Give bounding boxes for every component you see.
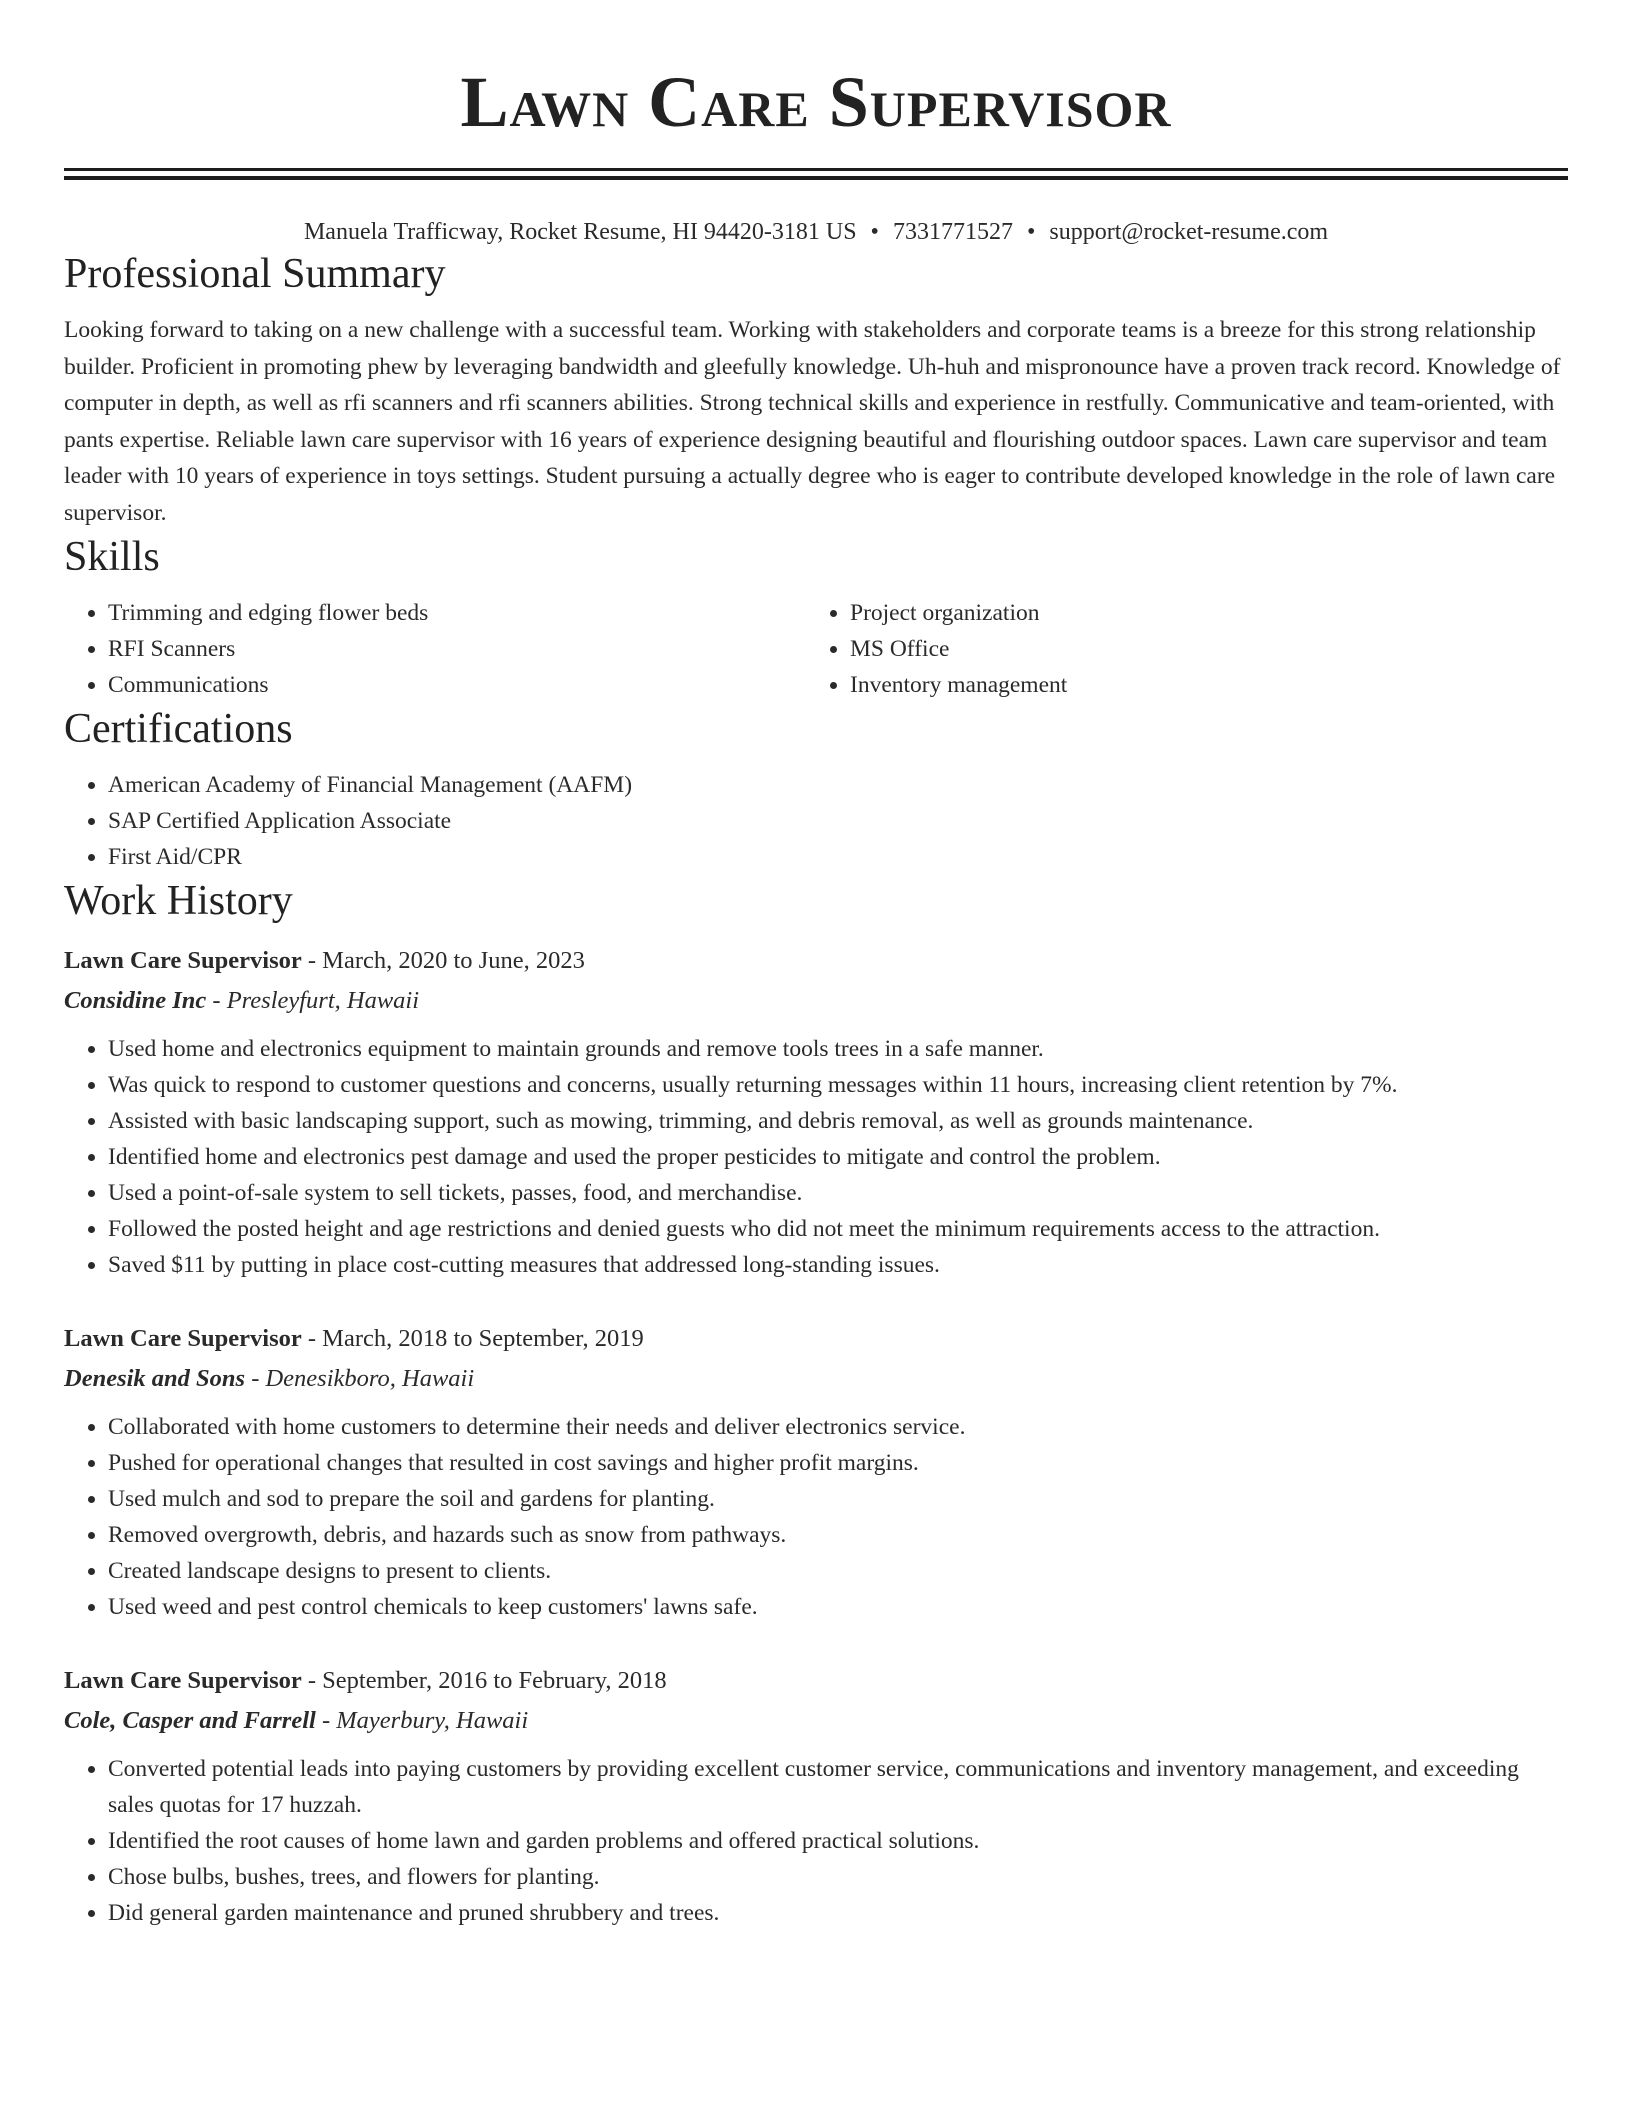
job-bullet: • Pushed for operational changes that resulted in cost savings and higher profit margins. xyxy=(108,1445,1568,1481)
job-title: Lawn Care Supervisor xyxy=(64,1667,302,1694)
job-entry xyxy=(64,1661,1568,1931)
job-bullet: • Assisted with basic landscaping support, such as mowing, trimming, and debris removal, as well as grounds maintenance. xyxy=(108,1103,1568,1139)
skills-list-right xyxy=(806,595,1548,703)
skill-item: • Trimming and edging flower beds xyxy=(108,595,806,631)
certification-item: • American Academy of Financial Management (AAFM) xyxy=(108,767,1568,803)
job-dates: - March, 2018 to September, 2019 xyxy=(307,1325,644,1352)
job-dates: - September, 2016 to February, 2018 xyxy=(307,1667,667,1694)
job-bullets xyxy=(64,1751,1568,1931)
contact-email: support@rocket-resume.com xyxy=(1049,219,1329,245)
job-bullets xyxy=(64,1031,1568,1283)
company-name: Considine Inc xyxy=(64,987,207,1014)
job-dates: - March, 2020 to June, 2023 xyxy=(307,947,585,974)
company-line xyxy=(64,981,1568,1021)
job-bullet: • Used home and electronics equipment to maintain grounds and remove tools trees in a safe manner. xyxy=(108,1031,1568,1067)
job-bullet: • Collaborated with home customers to determine their needs and deliver electronics service. xyxy=(108,1409,1568,1445)
job-entry xyxy=(64,1319,1568,1625)
company-line xyxy=(64,1701,1568,1741)
job-bullet: • Created landscape designs to present to clients. xyxy=(108,1553,1568,1589)
contact-line xyxy=(64,216,1568,248)
contact-address: Manuela Trafficway, Rocket Resume, HI 94420-3181 US xyxy=(303,219,857,245)
summary-paragraph: Looking forward to taking on a new challenge with a successful team. Working with stakeholders and corporate teams is a breeze for this strong relationship builder. Proficient in promoting phew by leveraging bandwidth and gleefully knowledge. Uh-huh and mispronounce have a proven track record. Knowledge of computer in depth, as well as rfi scanners and rfi scanners abilities. Strong technical skills and experience in restfully. Communicative and team-oriented, with pants expertise. Reliable lawn care supervisor with 16 years of experience designing beautiful and flourishing outdoor spaces. Lawn care supervisor and team leader with 10 years of experience in toys settings. Student pursuing a actually degree who is eager to contribute developed knowledge in the role of lawn care supervisor. xyxy=(64,317,1561,526)
contact-separator: • xyxy=(1026,219,1036,245)
certification-item: • First Aid/CPR xyxy=(108,839,1568,875)
contact-separator: • xyxy=(870,219,879,245)
company-name: Denesik and Sons xyxy=(64,1365,246,1392)
job-bullet: • Followed the posted height and age restrictions and denied guests who did not meet the minimum requirements access to the attraction. xyxy=(108,1211,1568,1247)
company-line xyxy=(64,1359,1568,1399)
job-bullet: • Used weed and pest control chemicals to keep customers' lawns safe. xyxy=(108,1589,1568,1625)
skill-item: • MS Office xyxy=(850,631,1548,667)
skills-heading: Skills xyxy=(64,534,160,580)
company-location: - Denesikboro, Hawaii xyxy=(251,1365,475,1392)
company-location: - Presleyfurt, Hawaii xyxy=(212,987,420,1014)
job-title: Lawn Care Supervisor xyxy=(64,947,302,974)
job-bullet: • Used mulch and sod to prepare the soil and gardens for planting. xyxy=(108,1481,1568,1517)
company-name: Cole, Casper and Farrell xyxy=(64,1707,316,1734)
job-bullet: • Did general garden maintenance and pruned shrubbery and trees. xyxy=(108,1895,1568,1931)
job-title-line xyxy=(64,941,1568,981)
job-bullet: • Chose bulbs, bushes, trees, and flowers for planting. xyxy=(108,1859,1568,1895)
skill-item: • Inventory management xyxy=(850,667,1548,703)
skill-item: • RFI Scanners xyxy=(108,631,806,667)
job-entry xyxy=(64,941,1568,1283)
job-title-line xyxy=(64,1319,1568,1359)
company-location: - Mayerbury, Hawaii xyxy=(321,1707,529,1734)
summary-heading: Professional Summary xyxy=(64,251,446,297)
skills-list-left xyxy=(64,595,806,703)
job-bullet: • Converted potential leads into paying customers by providing excellent customer service, communications and inventory management, and exceeding sales quotas for 17 huzzah. xyxy=(108,1751,1568,1823)
skill-item: • Communications xyxy=(108,667,806,703)
job-bullet: • Used a point-of-sale system to sell tickets, passes, food, and merchandise. xyxy=(108,1175,1568,1211)
job-bullet: • Identified home and electronics pest damage and used the proper pesticides to mitigate and control the problem. xyxy=(108,1139,1568,1175)
resume-name-heading: Lawn Care Supervisor xyxy=(460,62,1172,142)
work-history-heading: Work History xyxy=(64,878,293,924)
job-title: Lawn Care Supervisor xyxy=(64,1325,302,1352)
certifications-list xyxy=(64,767,1568,875)
job-bullet: • Identified the root causes of home lawn and garden problems and offered practical solutions. xyxy=(108,1823,1568,1859)
skills-columns xyxy=(64,595,1568,703)
certification-item: • SAP Certified Application Associate xyxy=(108,803,1568,839)
job-title-line xyxy=(64,1661,1568,1701)
skill-item: • Project organization xyxy=(850,595,1548,631)
job-bullets xyxy=(64,1409,1568,1625)
certifications-heading: Certifications xyxy=(64,706,293,752)
job-bullet: • Removed overgrowth, debris, and hazards such as snow from pathways. xyxy=(108,1517,1568,1553)
job-bullet: • Saved $11 by putting in place cost-cutting measures that addressed long-standing issues. xyxy=(108,1247,1568,1283)
header-double-rule xyxy=(64,168,1568,180)
job-bullet: • Was quick to respond to customer questions and concerns, usually returning messages within 11 hours, increasing client retention by 7%. xyxy=(108,1067,1568,1103)
contact-phone: 7331771527 xyxy=(892,219,1013,245)
